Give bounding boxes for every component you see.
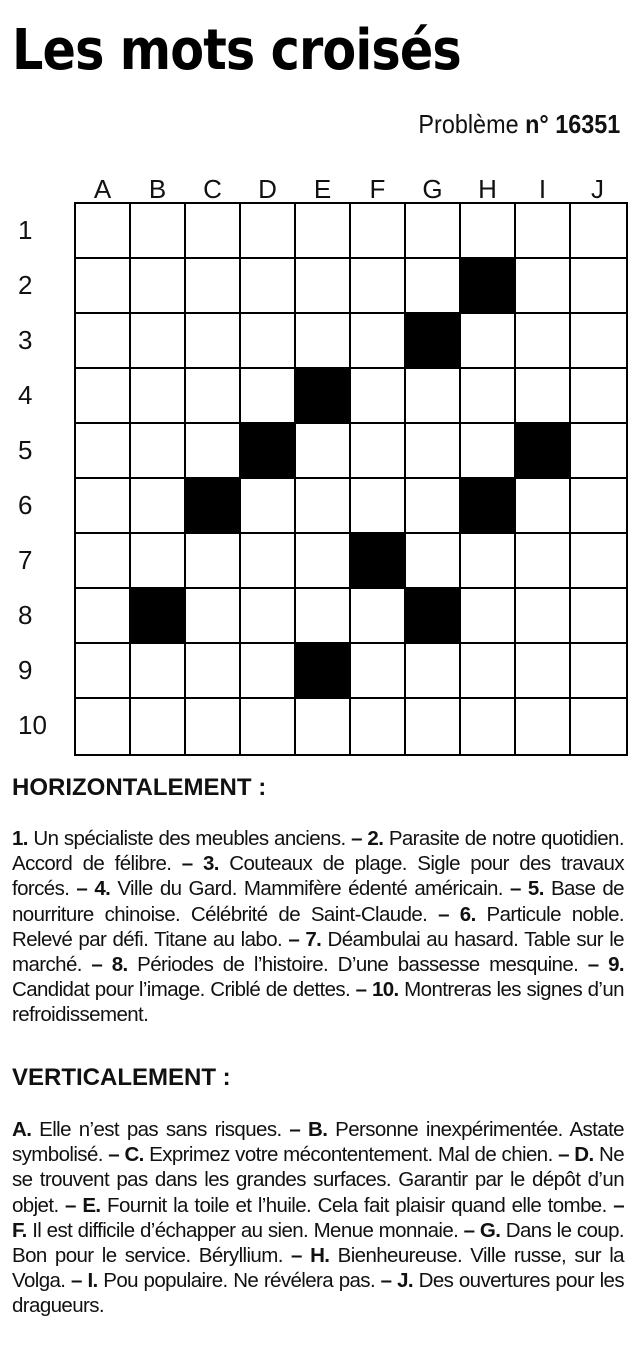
clue-number: B. [308, 1118, 328, 1141]
clue-text: Base de nourriture chinoise. Célébrité de Saint-Claude. [12, 877, 624, 926]
row-label-5: 5 [18, 435, 33, 465]
grid-cell-i9[interactable] [516, 644, 571, 699]
grid-cell-a5[interactable] [76, 424, 131, 479]
grid-cell-a3[interactable] [76, 314, 131, 369]
clue-text: Il est difficile d’échapper au sien. Menue monnaie. [32, 1218, 459, 1242]
row-label-1: 1 [18, 215, 33, 245]
grid-cell-h1[interactable] [461, 204, 516, 259]
black-cell-e9 [296, 644, 351, 699]
grid-cell-a8[interactable] [76, 589, 131, 644]
row-labels [0, 203, 70, 753]
grid-cell-d2[interactable] [241, 259, 296, 314]
column-label-j: J [591, 174, 604, 204]
grid-cell-g2[interactable] [406, 259, 461, 314]
grid-cell-d1[interactable] [241, 204, 296, 259]
column-label-c: C [203, 174, 222, 204]
grid-cell-c7[interactable] [186, 534, 241, 589]
clue-number: F. [12, 1218, 27, 1242]
clue-separator: – [427, 902, 460, 926]
clue-text: Elle n’est pas sans risques. [39, 1118, 282, 1141]
row-label-10: 10 [18, 710, 47, 740]
row-label-8: 8 [18, 600, 33, 630]
black-cell-d5 [241, 424, 296, 479]
clue-number: 1. [12, 827, 28, 850]
clue-number: 7. [305, 927, 322, 951]
clue-text: Personne inexpérimentée. Astate symbolisé. [12, 1118, 624, 1167]
grid-cell-g7[interactable] [406, 534, 461, 589]
clue-separator: – [281, 1118, 309, 1141]
grid-cell-b9[interactable] [131, 644, 186, 699]
vertical-clues [12, 1117, 624, 1319]
grid-cell-i8[interactable] [516, 589, 571, 644]
clue-text: Dans le coup. Bon pour le service. Béryllium. [12, 1218, 624, 1268]
clue-number: 4. [94, 877, 111, 901]
clue-text: Fournit la toile et l’huile. Cela fait plaisir quand elle tombe. [107, 1193, 607, 1217]
column-label-a: A [93, 174, 112, 204]
grid-cell-f8[interactable] [351, 589, 406, 644]
grid-cell-i1[interactable] [516, 204, 571, 259]
clue-text: Ne se trouvent pas dans les grandes surfaces. Garantir par le dépôt d’un objet. [12, 1143, 624, 1217]
row-label-6: 6 [18, 490, 33, 520]
column-label-d: D [258, 174, 277, 204]
clue-separator: – [578, 953, 609, 977]
clue-text: Déambulai au hasard. Table sur le marché. [12, 927, 624, 977]
row-label-7: 7 [18, 545, 33, 575]
grid-cell-b7[interactable] [131, 534, 186, 589]
page-title: Les mots croisés [12, 18, 461, 83]
grid-cell-i7[interactable] [516, 534, 571, 589]
column-label-h: H [478, 174, 497, 204]
black-cell-g8 [406, 589, 461, 644]
problem-number [418, 108, 620, 140]
grid-cell-f2[interactable] [351, 259, 406, 314]
grid-cell-d10[interactable] [241, 699, 296, 754]
grid-cell-e8[interactable] [296, 589, 351, 644]
clue-number: G. [479, 1218, 501, 1242]
clue-number: C. [124, 1143, 144, 1167]
grid-cell-j6[interactable] [571, 479, 626, 534]
grid-cell-e1[interactable] [296, 204, 351, 259]
clue-text: Périodes de l’histoire. D’une bassesse mesquine. [137, 953, 579, 977]
black-cell-b8 [131, 589, 186, 644]
grid-cell-h10[interactable] [461, 699, 516, 754]
clue-separator: – [502, 877, 528, 901]
clue-separator: – [375, 1269, 398, 1293]
column-label-e: E [313, 174, 332, 204]
clue-separator: – [458, 1218, 480, 1242]
grid-cell-c4[interactable] [186, 369, 241, 424]
grid-cell-d7[interactable] [241, 534, 296, 589]
black-cell-h6 [461, 479, 516, 534]
problem-value: n° 16351 [524, 109, 620, 139]
clue-text: Un spécialiste des meubles anciens. [33, 827, 346, 850]
clue-separator: – [345, 827, 368, 850]
clue-text: Pou populaire. Ne révélera pas. [103, 1269, 376, 1293]
column-label-g: G [422, 174, 443, 204]
grid-cell-e6[interactable] [296, 479, 351, 534]
grid-cell-e2[interactable] [296, 259, 351, 314]
clue-text: Ville du Gard. Mammifère édenté américain. [117, 877, 503, 901]
clue-separator: – [350, 978, 372, 1002]
horizontal-heading: HORIZONTALEMENT : [12, 774, 267, 801]
grid-cell-c10[interactable] [186, 699, 241, 754]
grid-cell-a2[interactable] [76, 259, 131, 314]
black-cell-i5 [516, 424, 571, 479]
black-cell-c6 [186, 479, 241, 534]
clue-separator: – [81, 953, 112, 977]
clue-text: Particule noble. Relevé par défi. Titane au labo. [12, 902, 624, 951]
clue-text: Exprimez votre mécontentement. Mal de chien. [149, 1143, 553, 1167]
clue-separator: – [69, 877, 95, 901]
grid-cell-f4[interactable] [351, 369, 406, 424]
grid-cell-i6[interactable] [516, 479, 571, 534]
grid-cell-b6[interactable] [131, 479, 186, 534]
clue-text: Des ouvertures pour les dragueurs. [12, 1269, 624, 1318]
row-label-4: 4 [18, 380, 33, 410]
grid-cell-i4[interactable] [516, 369, 571, 424]
clue-separator: – [552, 1143, 575, 1167]
clue-number: J. [397, 1269, 413, 1293]
grid-cell-c1[interactable] [186, 204, 241, 259]
grid-cell-h5[interactable] [461, 424, 516, 479]
grid-cell-d8[interactable] [241, 589, 296, 644]
grid-cell-g9[interactable] [406, 644, 461, 699]
row-label-9: 9 [18, 655, 33, 685]
clue-separator: – [606, 1193, 624, 1217]
grid-cell-c9[interactable] [186, 644, 241, 699]
grid-cell-j1[interactable] [571, 204, 626, 259]
clue-text: Bienheureuse. Ville russe, sur la Volga. [12, 1244, 624, 1293]
grid-cell-j10[interactable] [571, 699, 626, 754]
clue-separator: – [171, 852, 203, 876]
grid-cell-e3[interactable] [296, 314, 351, 369]
column-label-f: F [369, 174, 386, 204]
clue-number: 10. [371, 978, 399, 1002]
grid-cell-j5[interactable] [571, 424, 626, 479]
grid-cell-i2[interactable] [516, 259, 571, 314]
column-label-i: I [538, 174, 547, 204]
horizontal-clues [12, 826, 624, 1028]
grid-cell-f5[interactable] [351, 424, 406, 479]
grid-cell-j2[interactable] [571, 259, 626, 314]
problem-label: Problème [418, 109, 519, 139]
grid-cell-c8[interactable] [186, 589, 241, 644]
clue-number: 5. [527, 877, 544, 901]
grid-cell-a1[interactable] [76, 204, 131, 259]
grid-cell-f3[interactable] [351, 314, 406, 369]
clue-text: Parasite de notre quotidien. Accord de félibre. [12, 827, 624, 876]
clue-text: Montreras les signes d’un refroidissement. [12, 978, 624, 1027]
grid-cell-j9[interactable] [571, 644, 626, 699]
grid-cell-a10[interactable] [76, 699, 131, 754]
grid-cell-h7[interactable] [461, 534, 516, 589]
grid-cell-i10[interactable] [516, 699, 571, 754]
clue-separator: – [282, 1244, 311, 1268]
column-label-b: B [148, 174, 167, 204]
grid-cell-c5[interactable] [186, 424, 241, 479]
clue-number: I. [87, 1269, 98, 1293]
grid-cell-e7[interactable] [296, 534, 351, 589]
grid-cell-e5[interactable] [296, 424, 351, 479]
grid-cell-f6[interactable] [351, 479, 406, 534]
black-cell-h2 [461, 259, 516, 314]
clue-text: Candidat pour l’image. Criblé de dettes. [12, 978, 351, 1002]
column-labels [75, 174, 625, 204]
clue-text: Couteaux de plage. Sigle pour des travaux forcés. [12, 852, 624, 901]
clue-number: E. [82, 1193, 101, 1217]
grid-cell-j7[interactable] [571, 534, 626, 589]
grid-cell-f10[interactable] [351, 699, 406, 754]
grid-cell-b5[interactable] [131, 424, 186, 479]
row-label-3: 3 [18, 325, 33, 355]
clue-number: 8. [111, 953, 128, 977]
clue-number: H. [310, 1244, 330, 1268]
grid-cell-g10[interactable] [406, 699, 461, 754]
grid-cell-e10[interactable] [296, 699, 351, 754]
grid-cell-i3[interactable] [516, 314, 571, 369]
clue-number: D. [574, 1143, 594, 1167]
clue-separator: – [58, 1193, 83, 1217]
grid-cell-g5[interactable] [406, 424, 461, 479]
grid-cell-h9[interactable] [461, 644, 516, 699]
grid-cell-b4[interactable] [131, 369, 186, 424]
grid-cell-f9[interactable] [351, 644, 406, 699]
clue-separator: – [65, 1269, 88, 1293]
black-cell-g3 [406, 314, 461, 369]
vertical-heading: VERTICALEMENT : [12, 1064, 231, 1091]
clue-number: 6. [459, 902, 476, 926]
grid-cell-g1[interactable] [406, 204, 461, 259]
clue-separator: – [282, 927, 306, 951]
grid-cell-d4[interactable] [241, 369, 296, 424]
grid-cell-h3[interactable] [461, 314, 516, 369]
grid-cell-b10[interactable] [131, 699, 186, 754]
black-cell-e4 [296, 369, 351, 424]
grid-cell-a9[interactable] [76, 644, 131, 699]
grid-cell-h4[interactable] [461, 369, 516, 424]
clue-number: A. [12, 1118, 32, 1141]
grid-cell-g4[interactable] [406, 369, 461, 424]
clue-number: 3. [202, 852, 219, 876]
clue-number: 2. [367, 827, 384, 850]
grid-cell-a7[interactable] [76, 534, 131, 589]
row-label-2: 2 [18, 270, 33, 300]
grid-cell-j3[interactable] [571, 314, 626, 369]
grid-cell-a4[interactable] [76, 369, 131, 424]
grid-cell-b2[interactable] [131, 259, 186, 314]
black-cell-f7 [351, 534, 406, 589]
clue-separator: – [102, 1143, 125, 1167]
grid-cell-a6[interactable] [76, 479, 131, 534]
grid-cell-b3[interactable] [131, 314, 186, 369]
grid-cell-d3[interactable] [241, 314, 296, 369]
grid-cell-f1[interactable] [351, 204, 406, 259]
grid-cell-d6[interactable] [241, 479, 296, 534]
grid-cell-c3[interactable] [186, 314, 241, 369]
clue-number: 9. [608, 953, 624, 977]
crossword-grid [74, 202, 628, 756]
grid-cell-j4[interactable] [571, 369, 626, 424]
grid-cell-j8[interactable] [571, 589, 626, 644]
grid-cell-d9[interactable] [241, 644, 296, 699]
grid-cell-h8[interactable] [461, 589, 516, 644]
grid-cell-c2[interactable] [186, 259, 241, 314]
grid-cell-g6[interactable] [406, 479, 461, 534]
grid-cell-b1[interactable] [131, 204, 186, 259]
